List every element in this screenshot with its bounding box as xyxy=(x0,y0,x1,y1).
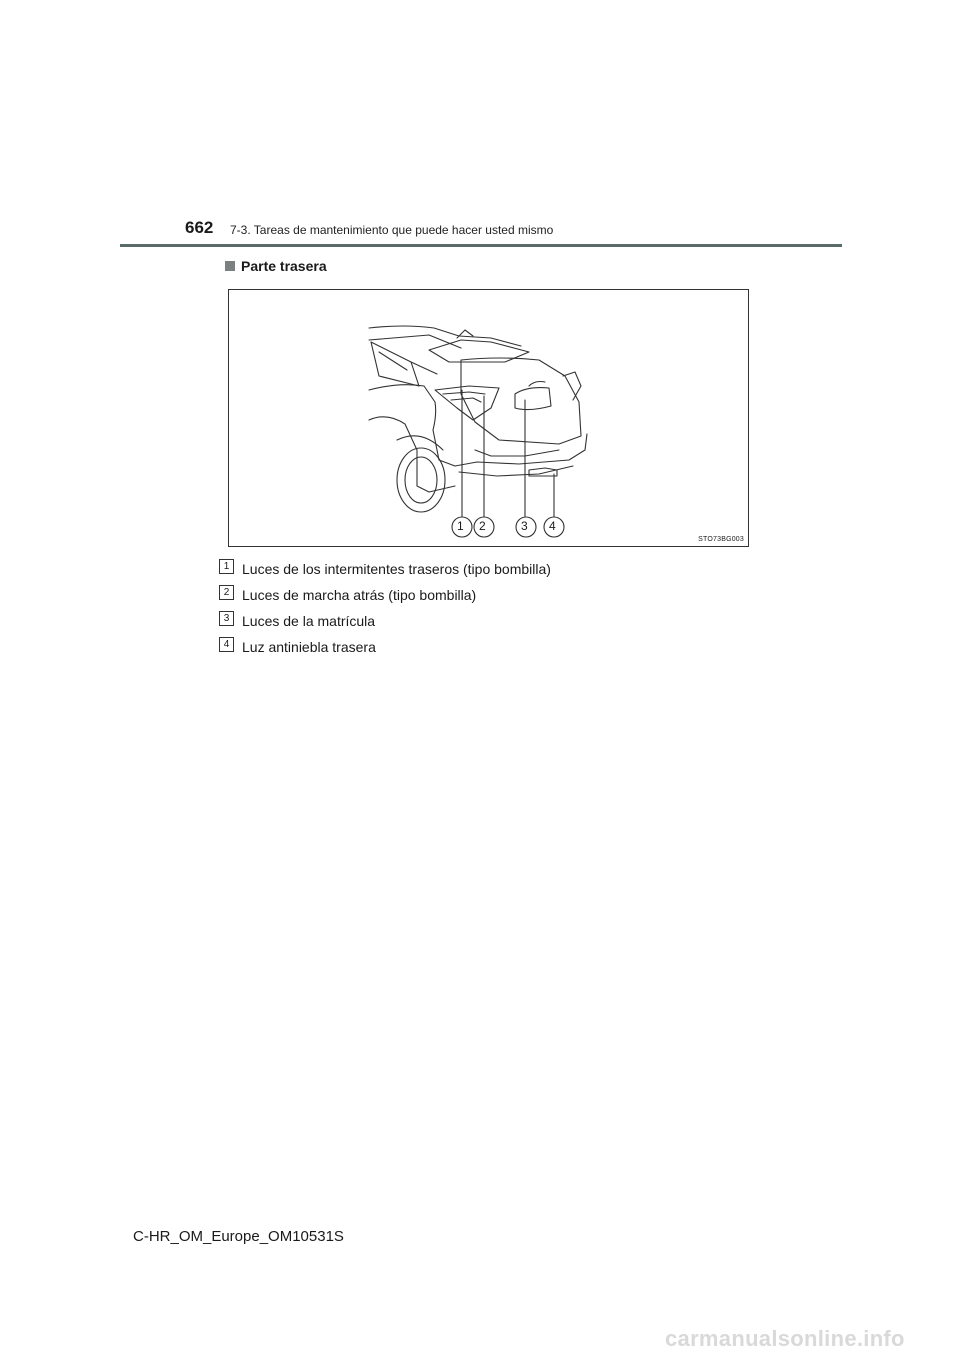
legend-number: 4 xyxy=(219,637,234,652)
watermark: carmanualsonline.info xyxy=(665,1326,905,1351)
callout-4: 4 xyxy=(549,519,556,533)
callout-1: 1 xyxy=(457,519,464,533)
section-heading-text: Parte trasera xyxy=(241,258,327,274)
figure-code: STO73BG003 xyxy=(698,536,744,543)
page-number: 662 xyxy=(185,218,214,237)
legend-number: 3 xyxy=(219,611,234,626)
section-header-title: 7-3. Tareas de mantenimiento que puede hacer usted mismo xyxy=(230,223,554,237)
legend-text: Luces de marcha atrás (tipo bombilla) xyxy=(242,587,477,603)
footer-document-code: C-HR_OM_Europe_OM10531S xyxy=(133,1228,344,1245)
square-bullet-icon xyxy=(225,261,235,271)
legend-number: 1 xyxy=(219,559,234,574)
callout-3: 3 xyxy=(521,519,528,533)
rear-car-illustration xyxy=(228,289,749,547)
legend-text: Luz antiniebla trasera xyxy=(242,639,376,655)
legend-text: Luces de los intermitentes traseros (tipo bombilla) xyxy=(242,561,551,577)
callout-2: 2 xyxy=(479,519,486,533)
header-divider xyxy=(120,244,842,247)
car-rear-view-drawing xyxy=(229,290,750,548)
legend-text: Luces de la matrícula xyxy=(242,613,376,629)
section-heading xyxy=(225,258,327,274)
legend-number: 2 xyxy=(219,585,234,600)
